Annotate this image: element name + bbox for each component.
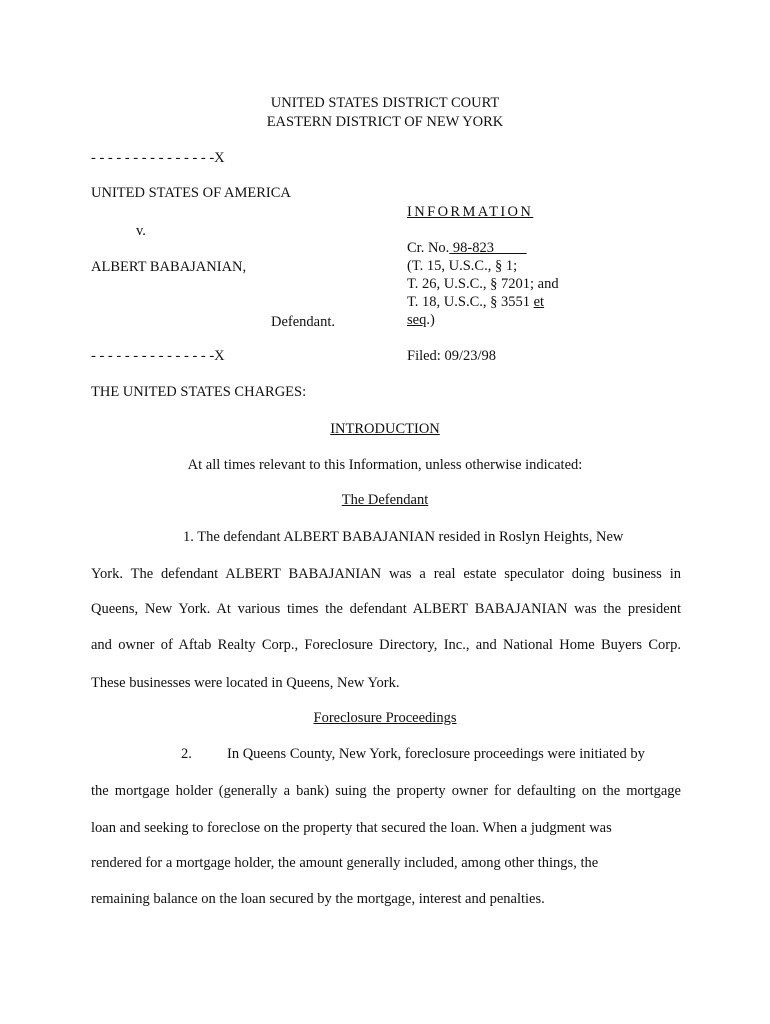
paragraph-2-number: 2.	[181, 746, 192, 762]
statute-line-4-suffix: .)	[426, 312, 435, 328]
paragraph-2-line-1: In Queens County, New York, foreclosure proceedings were initiated by	[227, 746, 645, 762]
charges-heading: THE UNITED STATES CHARGES:	[91, 384, 307, 400]
case-number	[407, 239, 527, 257]
statute-line-3	[407, 293, 544, 311]
court-name: UNITED STATES DISTRICT COURT	[270, 95, 500, 111]
defendant-label: Defendant.	[271, 314, 336, 330]
statute-line-1: (T. 15, U.S.C., § 1;	[407, 258, 518, 274]
versus-label: v.	[136, 223, 146, 239]
statute-et: et	[533, 294, 545, 310]
case-number-blank	[494, 240, 527, 256]
statute-line-4	[407, 311, 435, 329]
caption-separator-bottom: - - - - - - - - - - - - - - -X	[91, 348, 225, 364]
statute-line-2: T. 26, U.S.C., § 7201; and	[407, 276, 559, 292]
paragraph-1-line-5: These businesses were located in Queens, New York.	[91, 675, 400, 691]
caption-separator-top: - - - - - - - - - - - - - - -X	[91, 150, 225, 166]
statute-line-3-text: T. 18, U.S.C., § 3551	[407, 294, 534, 310]
paragraph-1-line-4: and owner of Aftab Realty Corp., Foreclosure Directory, Inc., and National Home Buyers Corp.	[91, 637, 681, 653]
introduction-heading: INTRODUCTION	[330, 421, 440, 437]
paragraph-1-line-1: 1. The defendant ALBERT BABAJANIAN resided in Roslyn Heights, New	[183, 529, 624, 545]
defendant-name: ALBERT BABAJANIAN,	[91, 259, 247, 275]
paragraph-1-line-2: York. The defendant ALBERT BABAJANIAN was a real estate speculator doing business in	[91, 566, 681, 582]
defendant-section-heading: The Defendant	[341, 492, 429, 508]
introduction-preamble: At all times relevant to this Information, unless otherwise indicated:	[187, 457, 583, 473]
case-number-value: 98-823	[449, 240, 495, 256]
foreclosure-section-heading: Foreclosure Proceedings	[313, 710, 457, 726]
paragraph-2-line-2: the mortgage holder (generally a bank) suing the property owner for defaulting on the mortgage	[91, 783, 681, 799]
paragraph-2-line-5: remaining balance on the loan secured by the mortgage, interest and penalties.	[91, 891, 545, 907]
paragraph-2-line-4: rendered for a mortgage holder, the amount generally included, among other things, the	[91, 855, 599, 871]
paragraph-2-line-3: loan and seeking to foreclose on the property that secured the loan. When a judgment was	[91, 820, 612, 836]
filed-date: Filed: 09/23/98	[407, 348, 497, 364]
document-title: INFORMATION	[407, 204, 534, 220]
paragraph-1-line-3: Queens, New York. At various times the defendant ALBERT BABAJANIAN was the president	[91, 601, 681, 617]
court-district: EASTERN DISTRICT OF NEW YORK	[266, 114, 504, 130]
plaintiff-name: UNITED STATES OF AMERICA	[91, 185, 291, 201]
case-number-prefix: Cr. No.	[407, 240, 450, 256]
statute-seq: seq	[407, 312, 427, 328]
